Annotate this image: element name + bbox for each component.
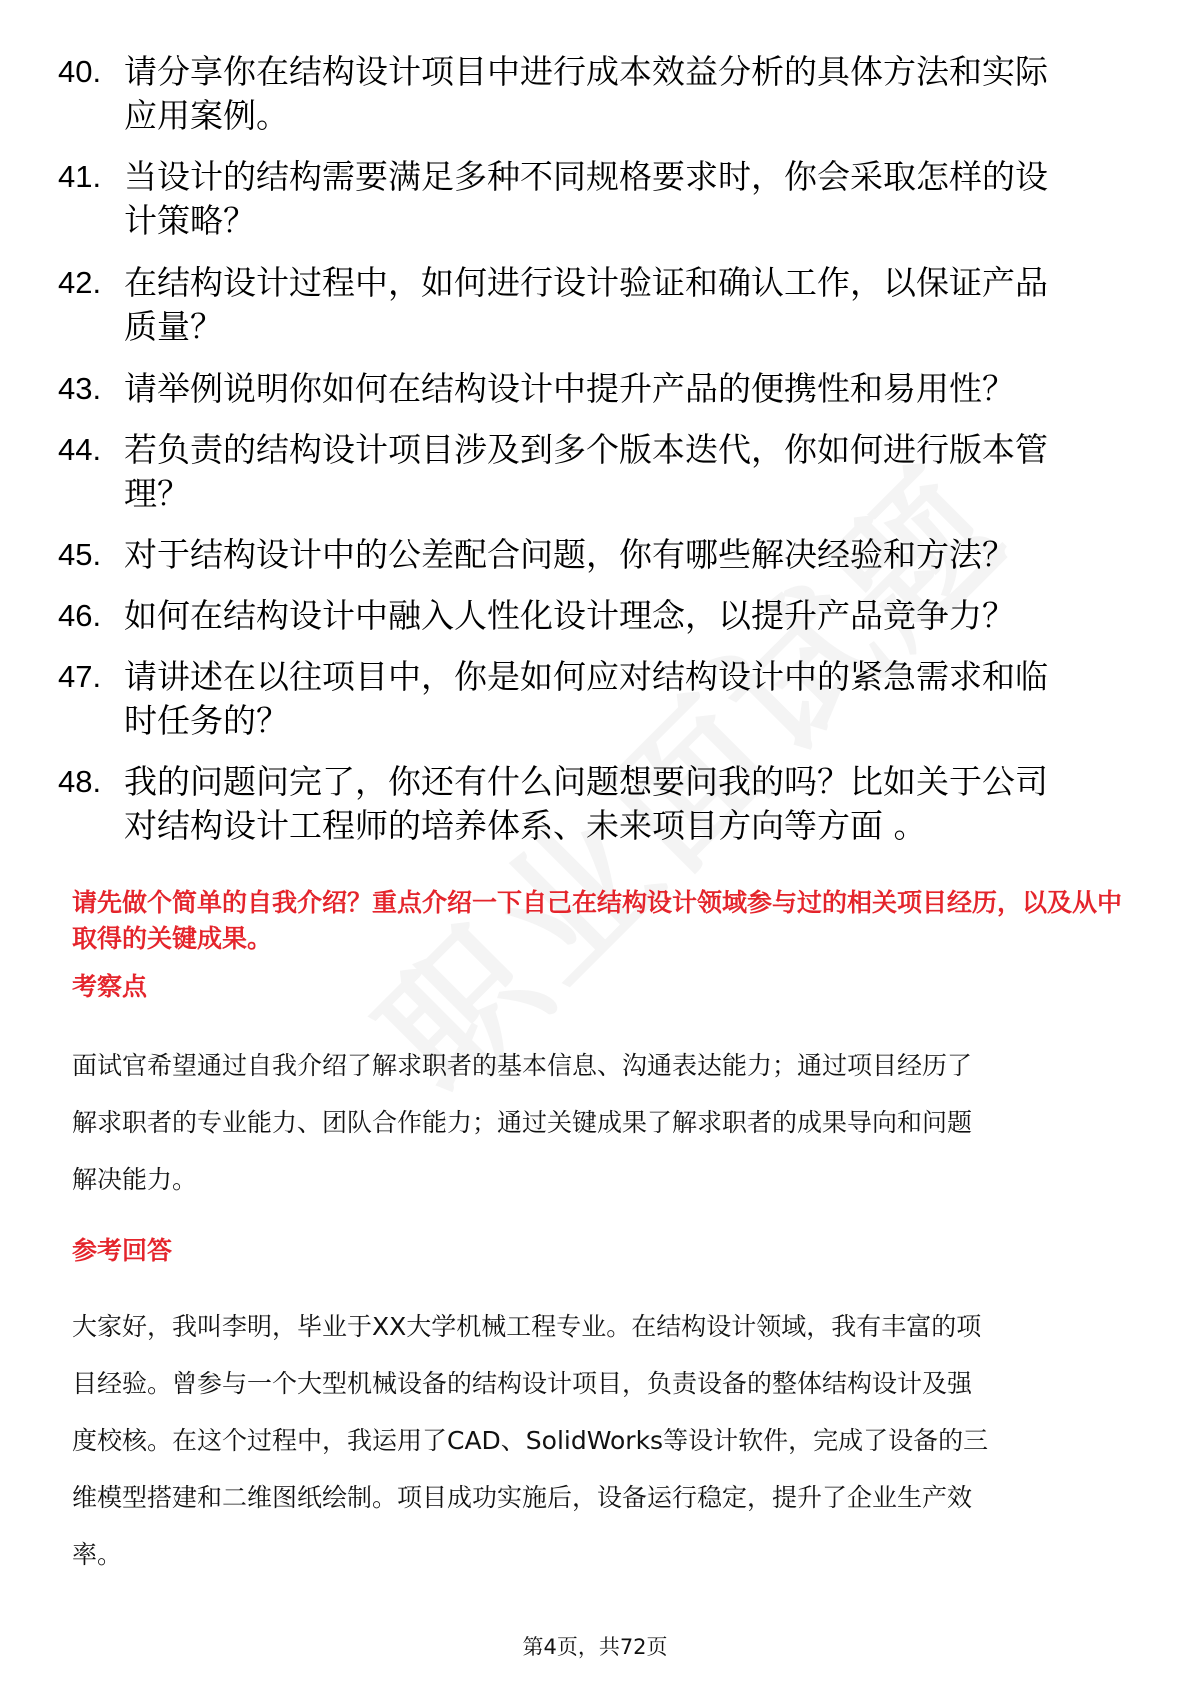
question-item <box>58 594 1118 638</box>
question-text: 请举例说明你如何在结构设计中提升产品的便携性和易用性？ <box>124 369 1015 408</box>
question-number: 46. <box>58 598 102 633</box>
page-footer: 第4页，共72页 <box>522 1635 668 1659</box>
question-item <box>58 50 1118 138</box>
question-text: 请分享你在结构设计项目中进行成本效益分析的具体方法和实际 应用案例。 <box>124 52 1048 135</box>
question-text: 请讲述在以往项目中，你是如何应对结构设计中的紧急需求和临 时任务的？ <box>124 657 1048 740</box>
question-item <box>58 760 1118 848</box>
question-text: 若负责的结构设计项目涉及到多个版本迭代，你如何进行版本管 理？ <box>124 430 1048 513</box>
question-item <box>58 533 1118 577</box>
question-number: 44. <box>58 432 102 467</box>
reference-heading: 参考回答 <box>72 1236 173 1265</box>
main-question: 请先做个简单的自我介绍？重点介绍一下自己在结构设计领域参与过的相关项目经历，以及从中取得的关键成果。 <box>72 888 1123 953</box>
question-item <box>58 261 1118 349</box>
question-item <box>58 428 1118 516</box>
question-number: 48. <box>58 764 102 799</box>
question-text: 当设计的结构需要满足多种不同规格要求时，你会采取怎样的设 计策略？ <box>124 157 1048 240</box>
question-list <box>58 50 1118 865</box>
question-text: 如何在结构设计中融入人性化设计理念，以提升产品竞争力？ <box>124 596 1015 635</box>
question-item <box>58 655 1118 743</box>
question-text: 我的问题问完了，你还有什么问题想要问我的吗？比如关于公司 对结构设计工程师的培养体系、未来项目方向等方面 。 <box>124 762 1048 845</box>
question-number: 42. <box>58 265 102 300</box>
question-number: 47. <box>58 659 102 694</box>
question-number: 43. <box>58 371 102 406</box>
question-text: 在结构设计过程中，如何进行设计验证和确认工作，以保证产品 质量？ <box>124 263 1048 346</box>
question-number: 45. <box>58 537 102 572</box>
question-item <box>58 155 1118 243</box>
question-number: 40. <box>58 54 102 89</box>
assessment-heading: 考察点 <box>72 972 148 1001</box>
assessment-text: 面试官希望通过自我介绍了解求职者的基本信息、沟通表达能力；通过项目经历了 解求职者的专业能力、团队合作能力；通过关键成果了解求职者的成果导向和问题 解决能力。 <box>72 1051 973 1194</box>
question-text: 对于结构设计中的公差配合问题，你有哪些解决经验和方法？ <box>124 535 1015 574</box>
question-number: 41. <box>58 159 102 194</box>
question-item <box>58 367 1118 411</box>
reference-answer-text: 大家好，我叫李明，毕业于XX大学机械工程专业。在结构设计领域，我有丰富的项 目经验。曾参与一个大型机械设备的结构设计项目，负责设备的整体结构设计及强 度校核。在这个过程中，我运用了CAD、SolidWorks等设计软件，完成了设备的三 维模型搭建和二维图纸绘制。项目成功实施后，设备运行稳定，提升了企业生产效 率。 <box>72 1312 989 1569</box>
